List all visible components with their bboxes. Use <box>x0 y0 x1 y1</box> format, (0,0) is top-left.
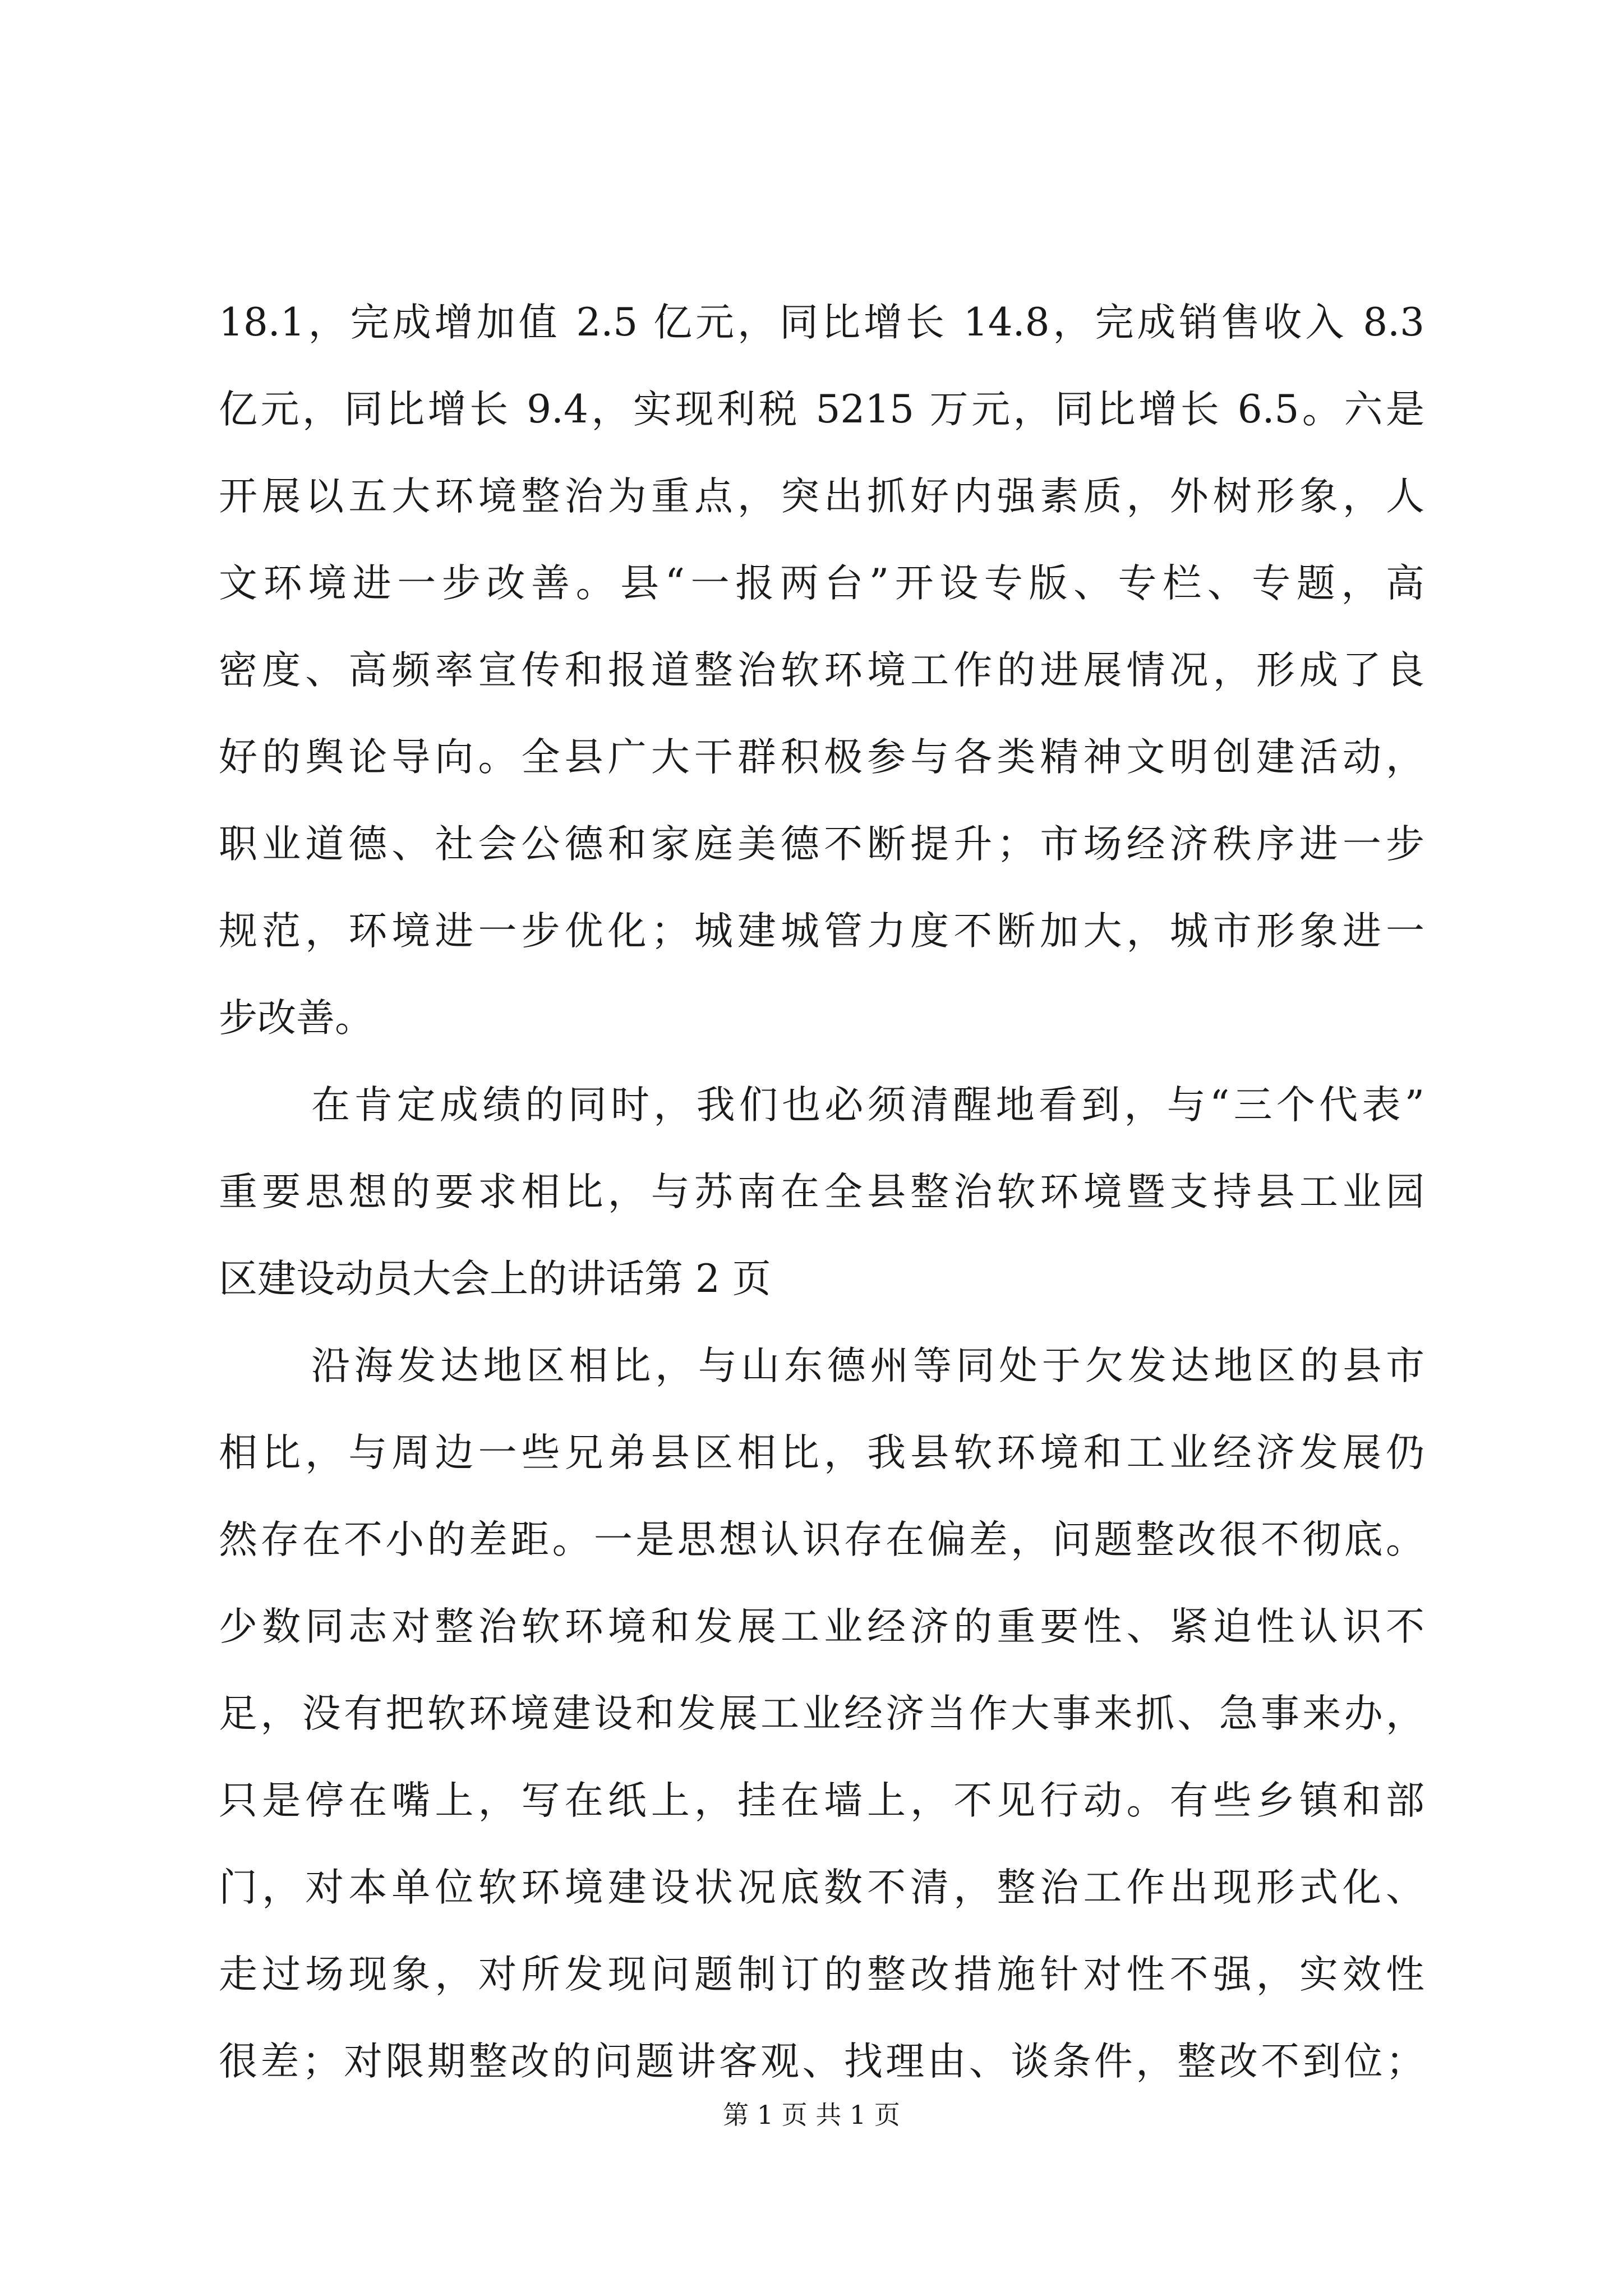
paragraph-1-line-4: 文环境进一步改善。县“一报两台”开设专版、专栏、专题，高 <box>219 561 1424 606</box>
page-footer: 第 1 页 共 1 页 <box>723 2100 900 2130</box>
paragraph-1-line-3: 开展以五大环境整治为重点，突出抓好内强素质，外树形象，人 <box>219 474 1424 519</box>
paragraph-2-line-1: 在肯定成绩的同时，我们也必须清醒地看到，与“三个代表” <box>311 1083 1424 1128</box>
paragraph-3-line-4: 少数同志对整治软环境和发展工业经济的重要性、紧迫性认识不 <box>219 1604 1424 1649</box>
paragraph-1-line-1: 18.1，完成增加值 2.5 亿元，同比增长 14.8，完成销售收入 8.3 <box>219 300 1424 345</box>
paragraph-3-line-6: 只是停在嘴上，写在纸上，挂在墙上，不见行动。有些乡镇和部 <box>219 1778 1424 1823</box>
paragraph-3-line-3: 然存在不小的差距。一是思想认识存在偏差，问题整改很不彻底。 <box>219 1517 1424 1562</box>
paragraph-1-line-8: 规范，环境进一步优化；城建城管力度不断加大，城市形象进一 <box>219 909 1424 954</box>
paragraph-2-line-2: 重要思想的要求相比，与苏南在全县整治软环境暨支持县工业园 <box>219 1170 1424 1214</box>
paragraph-3-line-1: 沿海发达地区相比，与山东德州等同处于欠发达地区的县市 <box>311 1343 1424 1388</box>
paragraph-1-line-5: 密度、高频率宣传和报道整治软环境工作的进展情况，形成了良 <box>219 648 1424 693</box>
paragraph-3-line-9: 很差；对限期整改的问题讲客观、找理由、谈条件，整改不到位； <box>219 2039 1424 2084</box>
paragraph-1-line-7: 职业道德、社会公德和家庭美德不断提升；市场经济秩序进一步 <box>219 822 1424 867</box>
paragraph-1-line-6: 好的舆论导向。全县广大干群积极参与各类精神文明创建活动， <box>219 735 1424 780</box>
paragraph-3-line-2: 相比，与周边一些兄弟县区相比，我县软环境和工业经济发展仍 <box>219 1430 1424 1475</box>
paragraph-3-line-7: 门，对本单位软环境建设状况底数不清，整治工作出现形式化、 <box>219 1865 1424 1910</box>
paragraph-1-line-9: 步改善。 <box>219 996 374 1041</box>
paragraph-3-line-8: 走过场现象，对所发现问题制订的整改措施针对性不强，实效性 <box>219 1952 1424 1997</box>
paragraph-1-line-2: 亿元，同比增长 9.4，实现利税 5215 万元，同比增长 6.5。六是 <box>219 387 1424 432</box>
paragraph-3-line-5: 足，没有把软环境建设和发展工业经济当作大事来抓、急事来办， <box>219 1691 1424 1736</box>
paragraph-2-line-3: 区建设动员大会上的讲话第 2 页 <box>219 1257 771 1301</box>
